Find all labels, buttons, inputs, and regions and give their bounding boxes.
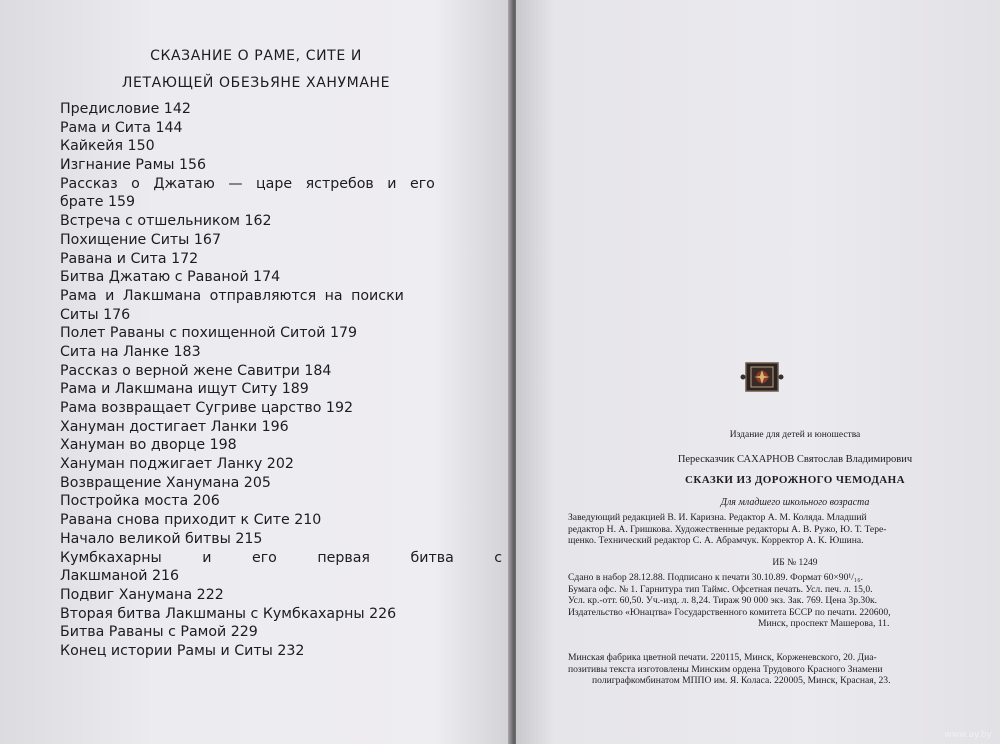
toc-item: Рассказ о Джатаю — царе ястребов и его <box>60 175 435 192</box>
toc-item: Полет Раваны с похищенной Ситой 179 <box>60 325 358 342</box>
toc-item: Битва Джатаю с Раваной 174 <box>60 269 281 286</box>
editors-line: щенко. Технический редактор С. А. Абрамчук. Корректор А. К. Юшина. <box>568 535 864 546</box>
toc-item: Рама и Лакшмана отправляются на поиски <box>60 287 404 304</box>
toc-item: Подвиг Ханумана 222 <box>60 586 224 603</box>
toc-item: Битва Раваны с Рамой 229 <box>60 624 258 641</box>
toc-item: Хануман достигает Ланки 196 <box>60 418 289 435</box>
toc-item: Рассказ о верной жене Савитри 184 <box>60 362 332 379</box>
printer-line: позитивы текста изготовлены Минским ордена Трудового Красного Знамени <box>568 663 883 675</box>
toc-item: брате 159 <box>60 194 136 211</box>
toc-item: Рама возвращает Сугриве царство 192 <box>60 400 353 416</box>
print-info-line: Сдано в набор 28.12.88. Подписано к печати 30.10.89. Формат 60×90¹/₁₆. <box>568 572 864 583</box>
series-line: Издание для детей и юношества <box>729 430 861 440</box>
toc-item: Конец истории Рамы и Ситы 232 <box>60 642 305 659</box>
toc-item: Изгнание Рамы 156 <box>60 157 207 174</box>
reteller-line: Пересказчик САХАРНОВ Святослав Владимирович <box>677 454 913 465</box>
ib-number: ИБ № 1249 <box>772 558 818 568</box>
site-watermark: www.ay.by <box>944 730 992 740</box>
toc-item: Сита на Ланке 183 <box>60 343 201 360</box>
toc-item: Равана снова приходит к Сите 210 <box>60 512 322 529</box>
toc-item: Рама и Сита 144 <box>60 119 183 136</box>
toc-item: Возвращение Ханумана 205 <box>60 474 271 491</box>
ornament-icon <box>740 362 784 392</box>
editors-line: Заведующий редакцией В. И. Каризна. Редактор А. М. Коляда. Младший <box>568 512 867 523</box>
table-of-contents <box>60 100 503 661</box>
audience-line: Для младшего школьного возраста <box>720 497 870 508</box>
toc-item: Вторая битва Лакшманы с Кумбкахарны 226 <box>60 605 397 622</box>
toc-item: Похищение Ситы 167 <box>60 231 221 248</box>
book-title: СКАЗКИ ИЗ ДОРОЖНОГО ЧЕМОДАНА <box>685 474 905 486</box>
print-info-line: Издательство «Юнацтва» Государственного комитета БССР по печати. 220600, <box>568 606 891 618</box>
toc-item: Хануман поджигает Ланку 202 <box>60 456 294 473</box>
print-info-block <box>568 572 891 630</box>
toc-item: Равана и Сита 172 <box>60 250 199 267</box>
toc-item: Ситы 176 <box>60 306 131 323</box>
editors-line: редактор Н. А. Гришкова. Художественные редакторы А. В. Ружо, Ю. Т. Тере- <box>568 523 887 535</box>
printer-block <box>568 652 890 687</box>
printer-line: Минская фабрика цветной печати. 220115, Минск, Корженевского, 20. Диа- <box>568 652 877 663</box>
toc-item: Постройка моста 206 <box>60 493 220 510</box>
toc-item: Рама и Лакшмана ищут Ситу 189 <box>60 381 309 398</box>
toc-item: Начало великой битвы 215 <box>60 530 263 547</box>
toc-item: Кумбкахарны и его первая битва с <box>60 549 503 566</box>
toc-item: Встреча с отшельником 162 <box>60 213 272 230</box>
toc-title-line-2: ЛЕТАЮЩЕЙ ОБЕЗЬЯНЕ ХАНУМАНЕ <box>121 75 391 91</box>
toc-item: Лакшманой 216 <box>60 568 180 585</box>
print-info-line: Минск, проспект Машерова, 11. <box>758 618 890 629</box>
print-info-line: Бумага офс. № 1. Гарнитура тип Таймс. Офсетная печать. Усл. печ. л. 15,0. <box>568 583 873 595</box>
toc-title-line-1: СКАЗАНИЕ О РАМЕ, СИТЕ И <box>150 48 362 64</box>
print-info-line: Усл. кр.-отт. 60,50. Уч.-изд. л. 8,24. Тираж 90 000 экз. Зак. 769. Цена 3р.30к. <box>568 595 878 606</box>
toc-item: Предисловие 142 <box>60 101 191 117</box>
editors-block <box>568 512 886 547</box>
toc-item: Кайкейя 150 <box>60 138 155 155</box>
printer-line: полиграфкомбинатом МППО им. Я. Коласа. 220005, Минск, Красная, 23. <box>592 675 891 686</box>
toc-item: Хануман во дворце 198 <box>60 437 237 454</box>
